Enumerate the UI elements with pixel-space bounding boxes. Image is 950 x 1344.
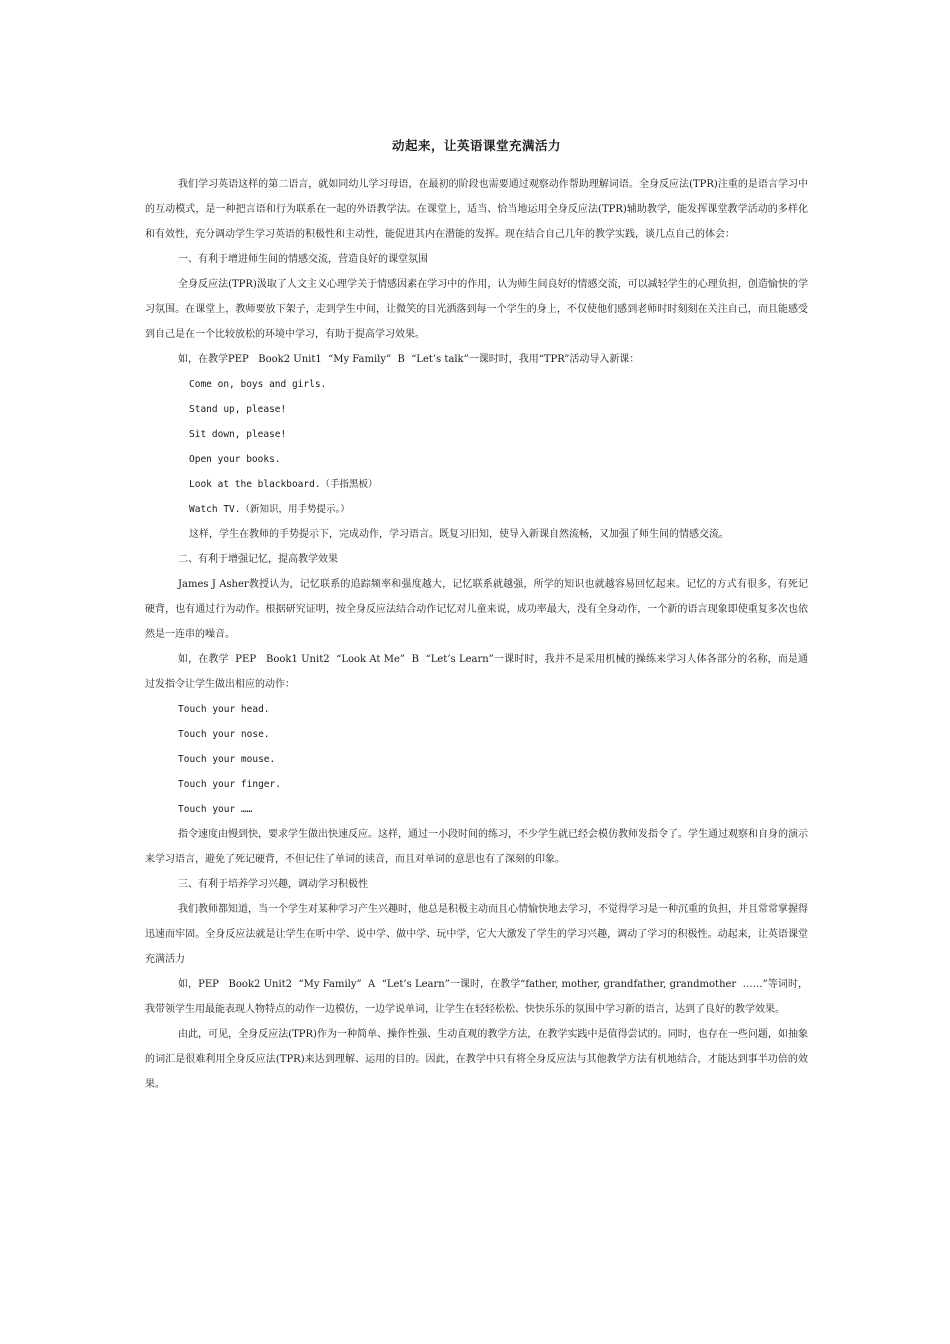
section-3-paragraph: 我们教师都知道，当一个学生对某种学习产生兴趣时，他总是积极主动而且心情愉快地去学习，不觉得学习是一种沉重的负担，并且常常掌握得迅速而牢固。全身反应法就是让学生在听中学、说中学、做中学、玩中学，它大大激发了学生的学习兴趣，调动了学习的积极性。动起来，让英语课堂充满活力 [145, 904, 808, 965]
command-line: Stand up, please! [189, 404, 287, 415]
conclusion-paragraph: 由此，可见，全身反应法(TPR)作为一种简单、操作性强、生动直观的教学方法，在教学实践中是值得尝试的。同时，也存在一些问题，如抽象的词汇是很难利用全身反应法(TPR)来达到理解、运用的目的。因此，在教学中只有将全身反应法与其他教学方法有机地结合，才能达到事半功倍的效果。 [145, 1029, 808, 1090]
command-line: Watch TV.（新知识，用手势提示。） [189, 504, 350, 515]
intro-paragraph: 我们学习英语这样的第二语言，就如同幼儿学习母语，在最初的阶段也需要通过观察动作帮助理解词语。全身反应法(TPR)注重的是语言学习中的互动模式，是一种把言语和行为联系在一起的外语教学法。在课堂上，适当、恰当地运用全身反应法(TPR)辅助教学，能发挥课堂教学活动的多样化和有效性，充分调动学生学习英语的积极性和主动性，能促进其内在潜能的发挥。现在结合自己几年的教学实践，谈几点自己的体会： [145, 179, 808, 240]
command-line: Sit down, please! [189, 429, 287, 440]
document-title: 动起来，让英语课堂充满活力 [391, 138, 561, 153]
command-line: Look at the blackboard.（手指黑板） [189, 479, 378, 490]
command-line: Touch your …… [178, 804, 253, 815]
section-heading-3: 三、有利于培养学习兴趣，调动学习积极性 [178, 879, 368, 890]
command-line: Touch your head. [178, 704, 270, 715]
document-body [145, 136, 808, 1097]
command-line: Come on, boys and girls. [189, 379, 327, 390]
section-heading-2: 二、有利于增强记忆，提高教学效果 [178, 554, 338, 565]
section-1-paragraph: 全身反应法(TPR)汲取了人文主义心理学关于情感因素在学习中的作用，认为师生间良好的情感交流，可以减轻学生的心理负担，创造愉快的学习氛围。在课堂上，教师要放下架子，走到学生中间，让微笑的目光洒落到每一个学生的身上，不仅使他们感到老师时时刻刻在关注自己，而且能感受到自己是在一个比较放松的环境中学习，有助于提高学习效果。 [145, 279, 808, 340]
command-line: Touch your mouse. [178, 754, 276, 765]
section-1-example: 如，在教学PEP Book2 Unit1 “My Family” B “Let’s talk”一课时时，我用“TPR”活动导入新课： [178, 354, 640, 365]
section-heading-1: 一、有利于增进师生间的情感交流，营造良好的课堂氛围 [178, 254, 428, 265]
command-line: Open your books. [189, 454, 281, 465]
section-2-example: 如，在教学 PEP Book1 Unit2 “Look At Me” B “Let’s Learn”一课时时，我并不是采用机械的操练来学习人体各部分的名称，而是通过发指令让学生做出相应的动作： [145, 654, 808, 690]
section-1-summary: 这样，学生在教师的手势提示下，完成动作，学习语言。既复习旧知，使导入新课自然流畅，又加强了师生间的情感交流。 [189, 529, 729, 540]
command-line: Touch your finger. [178, 779, 281, 790]
section-2-summary: 指令速度由慢到快，要求学生做出快速反应。这样，通过一小段时间的练习，不少学生就已经会模仿教师发指令了。学生通过观察和自身的演示来学习语言，避免了死记硬背，不但记住了单词的读音，而且对单词的意思也有了深刻的印象。 [145, 829, 808, 865]
command-line: Touch your nose. [178, 729, 270, 740]
section-3-example: 如，PEP Book2 Unit2 “My Family” A “Let’s Learn”一课时，在教学“father, mother, grandfather, grandmother ……”等词时，我带领学生用最能表现人物特点的动作一边模仿，一边学说单词，让学生在轻轻松松、快快乐乐的氛围中学习新的语言，达到了良好的教学效果。 [145, 979, 808, 1015]
section-2-paragraph: James J Asher教授认为，记忆联系的追踪频率和强度越大，记忆联系就越强，所学的知识也就越容易回忆起来。记忆的方式有很多，有死记硬背，也有通过行为动作。根据研究证明，按全身反应法结合动作记忆对儿童来说，成功率最大，没有全身动作，一个新的语言现象即使重复多次也依然是一连串的噪音。 [145, 579, 808, 640]
